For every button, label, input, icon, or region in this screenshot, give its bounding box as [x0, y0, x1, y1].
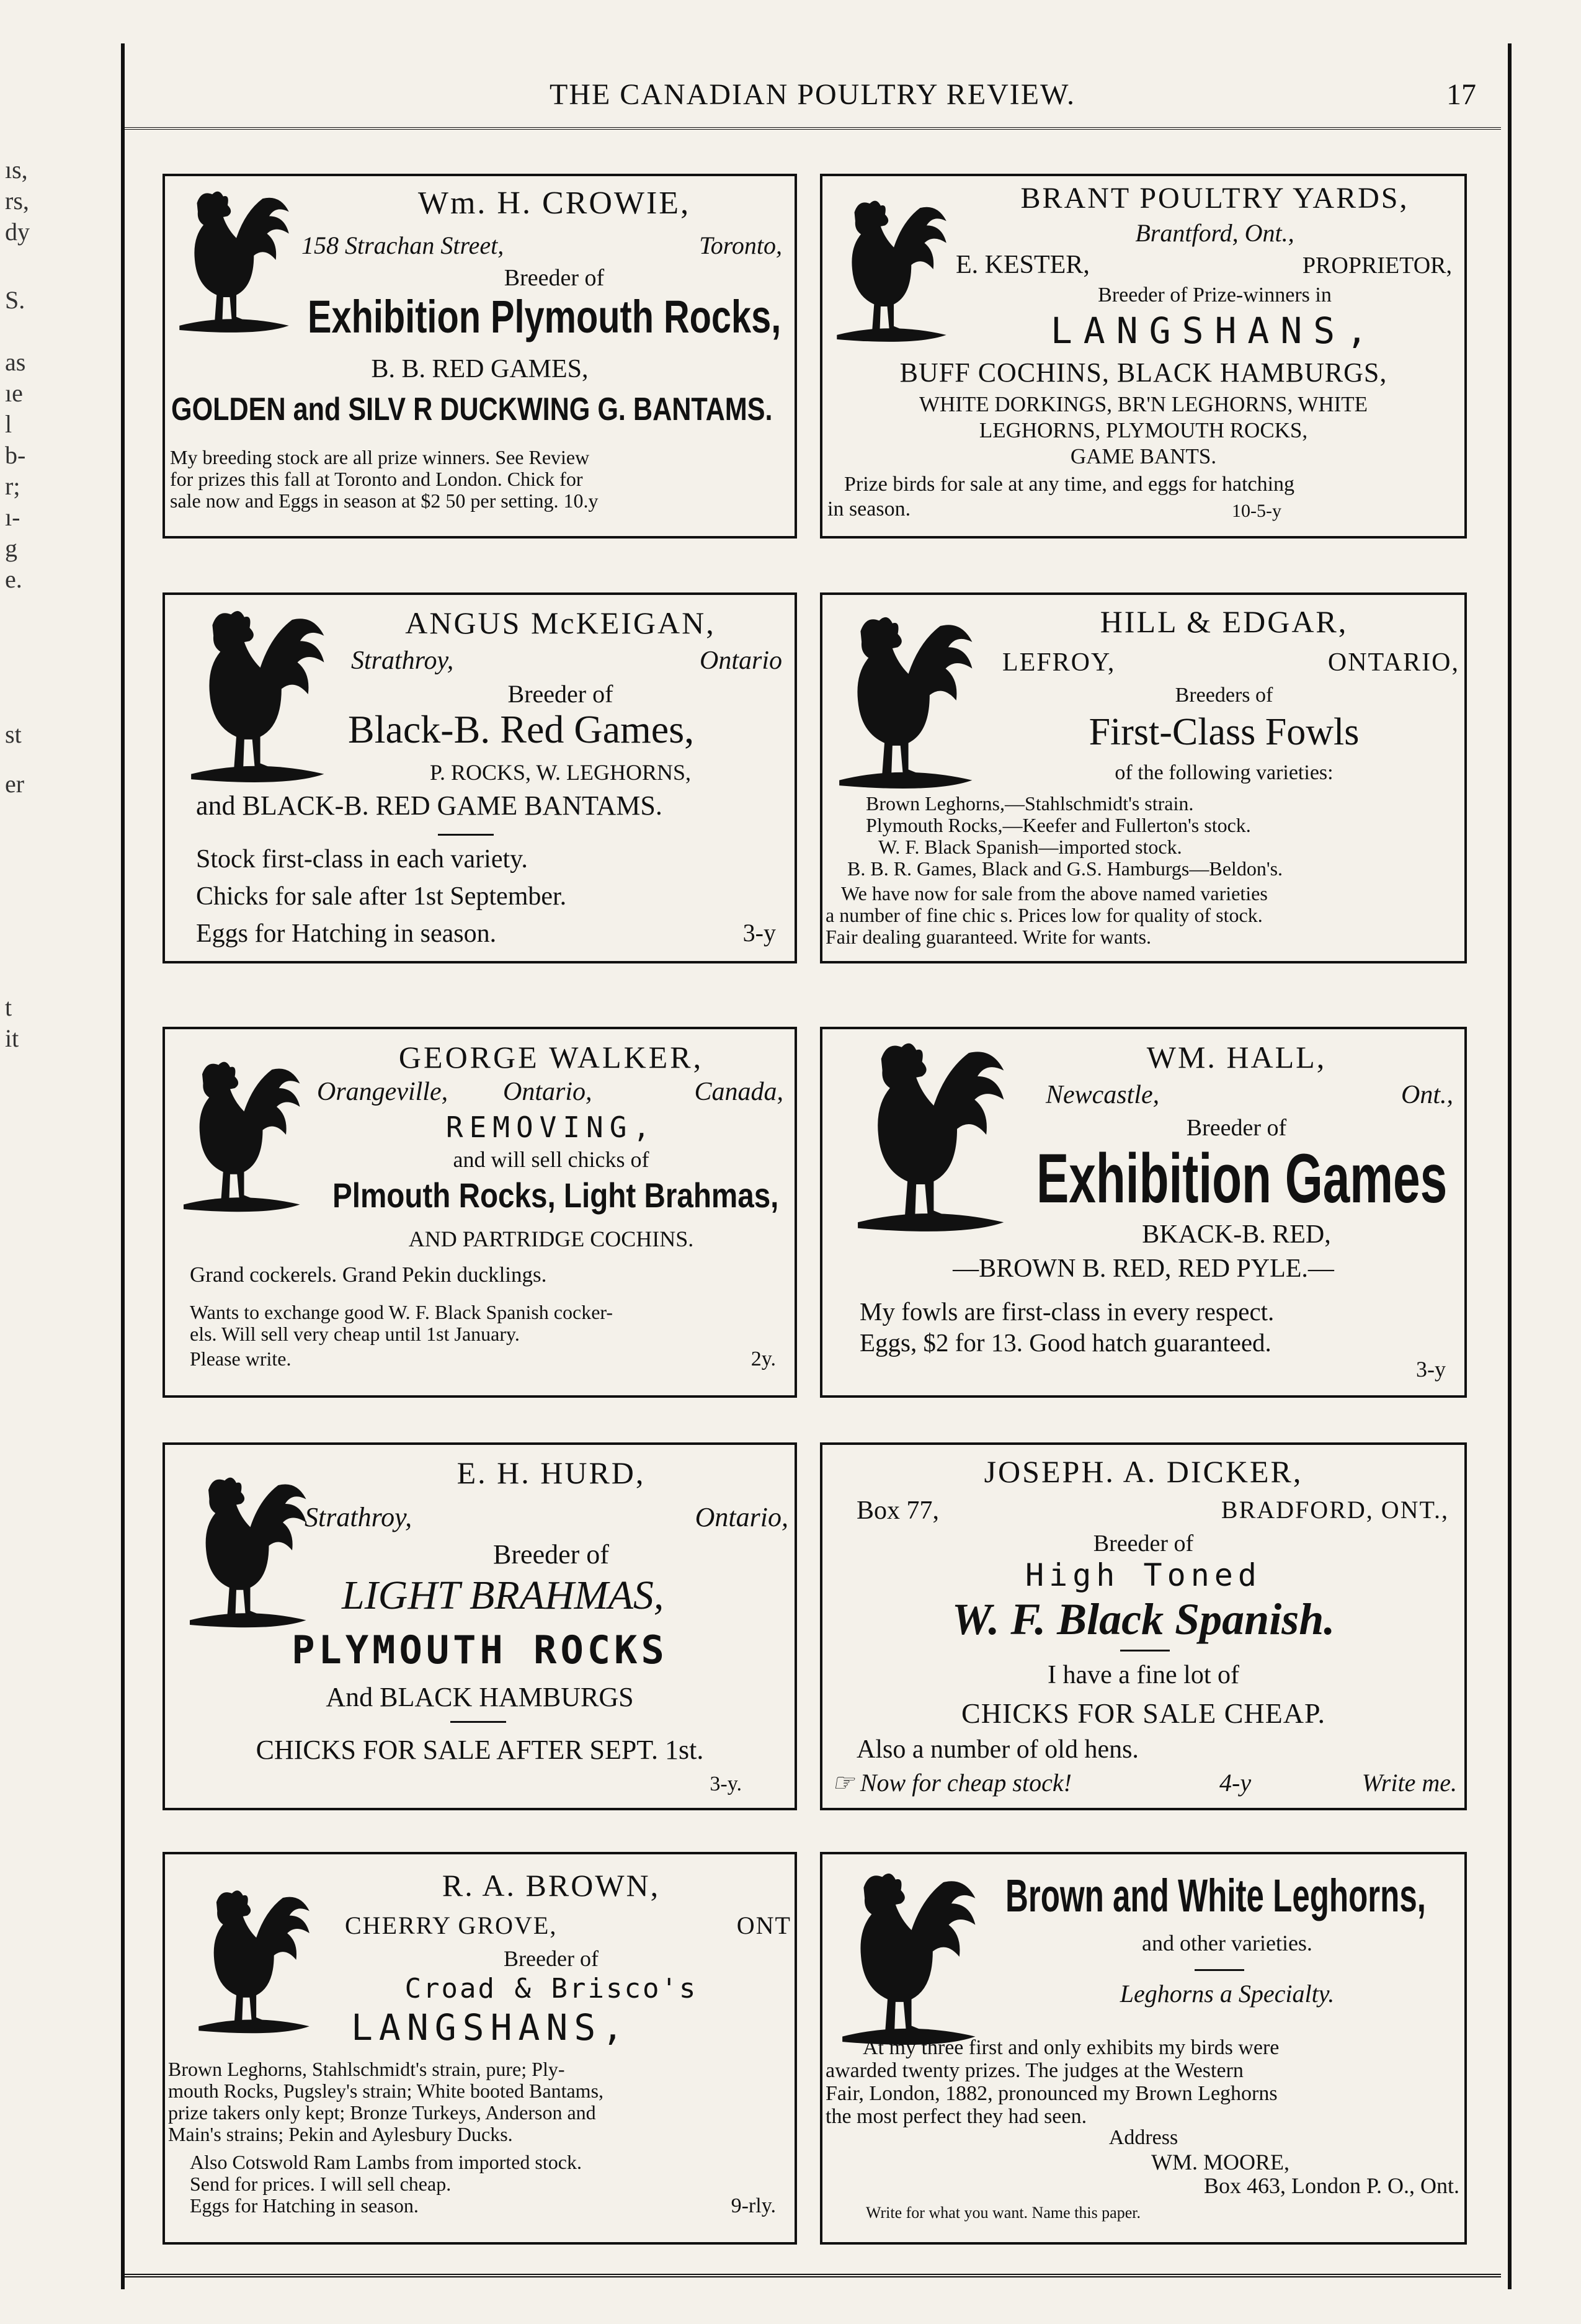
rooster-icon — [829, 607, 978, 793]
rooster-icon — [174, 1054, 305, 1215]
ad-text: Brown Leghorns, Stahlschmidt's strain, pure; Ply- — [168, 2058, 565, 2080]
province: ONT — [736, 1911, 791, 1939]
ad-text: My fowls are first-class in every respect. — [860, 1297, 1275, 1326]
ad-text: Eggs for Hatching in season. — [196, 919, 497, 948]
advertiser-name: WM. MOORE, — [1151, 2150, 1289, 2174]
ad-text: and will sell chicks of — [453, 1147, 649, 1172]
variety: —BROWN B. RED, RED PYLE.— — [953, 1254, 1334, 1283]
page-number: 17 — [1446, 78, 1476, 111]
headline: Black-B. Red Games, — [348, 707, 695, 751]
ad-angus-mckeigan — [163, 592, 797, 963]
bottom-rule — [124, 2274, 1501, 2277]
headline: LIGHT BRAHMAS, — [342, 1573, 664, 1618]
ad-text: Grand cockerels. Grand Pekin ducklings. — [190, 1263, 547, 1287]
address: 158 Strachan Street, — [301, 231, 504, 259]
advertiser-name: BRANT POULTRY YARDS, — [1020, 182, 1409, 215]
rooster-icon — [826, 1035, 1030, 1234]
ad-text: sale now and Eggs in season at $2 50 per setting. 10.y — [170, 489, 599, 512]
city: LEFROY, — [1002, 648, 1116, 677]
variety: PLYMOUTH ROCKS — [292, 1627, 668, 1673]
city: Strathroy, — [351, 646, 454, 675]
country: Canada, — [694, 1078, 783, 1106]
margin-fragment: st — [5, 720, 22, 748]
margin-fragment: as — [5, 348, 26, 376]
breeder-of: Breeder of — [507, 680, 613, 708]
variety: And BLACK HAMBURGS — [326, 1682, 634, 1712]
ad-code: 2y. — [750, 1347, 776, 1370]
ad-text: mouth Rocks, Pugsley's strain; White booted Bantams, — [168, 2080, 604, 2102]
province: Ont., — [1401, 1081, 1453, 1109]
headline: REMOVING, — [445, 1111, 657, 1144]
margin-fragment: ıs, — [5, 156, 28, 184]
headline: LANGSHANS, — [1050, 310, 1379, 352]
variety: LEGHORNS, PLYMOUTH ROCKS, — [979, 418, 1308, 442]
margin-fragment: b- — [5, 441, 26, 469]
margin-fragment: dy — [5, 218, 30, 246]
ad-text: els. Will sell very cheap until 1st January. — [190, 1323, 520, 1345]
variety: B. B. R. Games, Black and G.S. Hamburgs—Beldon's. — [847, 857, 1283, 880]
address-label: Address — [1108, 2126, 1178, 2149]
headline: First-Class Fowls — [1089, 711, 1360, 753]
ad-text: Main's strains; Pekin and Aylesbury Ducks. — [168, 2123, 513, 2145]
ad-text: Send for prices. I will sell cheap. — [190, 2173, 452, 2195]
adjacent-page-margin — [0, 0, 93, 2324]
city: Newcastle, — [1046, 1081, 1160, 1109]
ad-text: for prizes this fall at Toronto and London. Chick for — [170, 468, 583, 490]
city: Toronto, — [699, 231, 782, 259]
variety: BKACK-B. RED, — [1142, 1220, 1331, 1249]
margin-fragment: it — [5, 1024, 19, 1052]
city: CHERRY GROVE, — [345, 1911, 558, 1939]
rooster-icon — [827, 195, 951, 344]
rooster-icon — [180, 1470, 311, 1631]
ad-text: Please write. — [190, 1347, 292, 1370]
ad-text: the most perfect they had seen. — [826, 2105, 1087, 2128]
breeder-of: Breeder of — [1186, 1115, 1287, 1141]
ad-e-h-hurd — [163, 1442, 797, 1810]
headline: Brown and White Leghorns, — [1005, 1870, 1426, 1921]
ad-footer: Write for what you want. Name this paper. — [866, 2204, 1141, 2222]
headline: W. F. Black Spanish. — [951, 1594, 1335, 1644]
ad-text: Fair dealing guaranteed. Write for wants. — [826, 926, 1152, 948]
advertiser-name: Wm. H. CROWIE, — [417, 185, 691, 221]
breeder-of: Breeder of Prize-winners in — [1098, 284, 1332, 306]
ad-text: in season. — [827, 498, 911, 521]
ad-text: a number of fine chic s. Prices low for quality of stock. — [826, 904, 1263, 926]
city: Strathroy, — [305, 1502, 412, 1532]
province: Ontario, — [503, 1078, 592, 1106]
variety: Plymouth Rocks,—Keefer and Fullerton's stock. — [866, 814, 1251, 836]
advertiser-name: GEORGE WALKER, — [398, 1040, 704, 1075]
margin-fragment: rs, — [5, 187, 29, 215]
ad-text: I have a fine lot of — [1047, 1661, 1240, 1689]
advertiser-name: E. H. HURD, — [456, 1455, 646, 1490]
headline: LANGSHANS, — [351, 2006, 630, 2049]
margin-fragment: t — [5, 993, 12, 1021]
box-number: Box 77, — [857, 1496, 940, 1525]
province: Ontario — [699, 646, 782, 675]
ad-text: At my three first and only exhibits my birds were — [863, 2036, 1280, 2059]
ad-text: Wants to exchange good W. F. Black Spanish cocker- — [190, 1301, 613, 1323]
page-title: THE CANADIAN POULTRY REVIEW. — [550, 78, 1076, 111]
ad-text: Write me. — [1361, 1769, 1457, 1797]
ad-text: Chicks for sale after 1st September. — [196, 882, 567, 911]
advertiser-name: ANGUS McKEIGAN, — [405, 606, 716, 640]
margin-fragment: r; — [5, 472, 20, 500]
variety: BUFF COCHINS, BLACK HAMBURGS, — [899, 357, 1387, 388]
variety: WHITE DORKINGS, BR'N LEGHORNS, WHITE — [919, 392, 1368, 416]
margin-fragment: e. — [5, 565, 22, 593]
rooster-icon — [190, 1882, 314, 2037]
ad-text: We have now for sale from the above named varieties — [841, 882, 1268, 905]
ad-text: Fair, London, 1882, pronounced my Brown Leghorns — [826, 2082, 1278, 2105]
ad-wm-moore — [820, 1852, 1467, 2245]
ad-brant-poultry-yards — [820, 174, 1467, 539]
page-header — [124, 59, 1501, 130]
margin-fragment: g — [5, 534, 17, 562]
variety: Plmouth Rocks, Light Brahmas, — [332, 1176, 779, 1215]
variety: Brown Leghorns,—Stahlschmidt's strain. — [866, 792, 1194, 815]
province: Ontario, — [695, 1502, 788, 1532]
city: Orangeville, — [317, 1078, 448, 1106]
ad-text: CHICKS FOR SALE AFTER SEPT. 1st. — [256, 1735, 704, 1765]
variety: AND PARTRIDGE COCHINS. — [408, 1227, 694, 1251]
subheading: High Toned — [1025, 1557, 1262, 1593]
ad-code: 3-y — [1416, 1357, 1446, 1382]
headline: Exhibition Plymouth Rocks, — [308, 291, 782, 342]
ad-joseph-a-dicker — [820, 1442, 1467, 1810]
ad-text: Eggs for Hatching in season. — [190, 2194, 419, 2217]
margin-fragment: er — [5, 770, 25, 798]
ad-text: Also Cotswold Ram Lambs from imported stock. — [190, 2151, 582, 2173]
breeder-of: Breeder of — [493, 1539, 609, 1570]
ad-text: CHICKS FOR SALE CHEAP. — [961, 1697, 1325, 1729]
subheading: Croad & Brisco's — [404, 1973, 698, 2004]
subheading: of the following varieties: — [1115, 761, 1334, 784]
ad-code: 10-5-y — [1232, 501, 1281, 521]
advertiser-name: HILL & EDGAR, — [1100, 604, 1348, 639]
specialty: Leghorns a Specialty. — [1120, 1980, 1335, 2008]
variety: GAME BANTS. — [1070, 444, 1217, 468]
breeder-of: Breeder of — [1093, 1531, 1194, 1557]
divider — [438, 834, 494, 836]
rooster-icon — [832, 1864, 981, 2050]
ad-code: 4-y — [1219, 1769, 1252, 1797]
address: Box 463, London P. O., Ont. — [1203, 2173, 1459, 2198]
divider — [450, 1721, 506, 1723]
divider — [1195, 1969, 1244, 1971]
ad-text: awarded twenty prizes. The judges at the Western — [826, 2059, 1244, 2082]
advertiser-name: JOSEPH. A. DICKER, — [984, 1454, 1303, 1489]
headline: Exhibition Games — [1036, 1140, 1448, 1217]
breeder-of: Breeder of — [504, 1946, 599, 1971]
ad-text: Eggs, $2 for 13. Good hatch guaranteed. — [860, 1328, 1271, 1357]
ad-text: My breeding stock are all prize winners. See Review — [170, 446, 590, 468]
ad-text: prize takers only kept; Bronze Turkeys, Anderson and — [168, 2101, 596, 2124]
margin-fragment: l — [5, 410, 12, 438]
subheading: and other varieties. — [1142, 1931, 1312, 1955]
ad-wm-h-crowie — [163, 174, 797, 539]
ad-text: Stock first-class in each variety. — [196, 845, 528, 874]
ad-code: 3-y. — [710, 1772, 742, 1795]
ad-wm-hall — [820, 1027, 1467, 1398]
breeder-of: Breeders of — [1175, 684, 1273, 707]
proprietor-title: PROPRIETOR, — [1302, 253, 1452, 279]
rooster-icon — [180, 601, 329, 787]
variety: B. B. RED GAMES, — [371, 355, 589, 383]
variety: W. F. Black Spanish—imported stock. — [878, 836, 1182, 858]
variety: P. ROCKS, W. LEGHORNS, — [429, 760, 692, 785]
ad-text: ☞ Now for cheap stock! — [832, 1769, 1072, 1797]
rooster-icon — [170, 185, 294, 334]
divider — [1120, 1650, 1170, 1651]
margin-fragment: S. — [5, 286, 25, 314]
city: Brantford, Ont., — [1135, 219, 1294, 247]
ad-hill-and-edgar — [820, 592, 1467, 963]
ad-text: Prize birds for sale at any time, and eggs for hatching — [844, 473, 1295, 496]
ad-text: Also a number of old hens. — [857, 1735, 1139, 1764]
ad-code: 9-rly. — [731, 2194, 776, 2217]
ad-george-walker — [163, 1027, 797, 1398]
advertiser-name: WM. HALL, — [1146, 1040, 1327, 1075]
advertiser-name: R. A. BROWN, — [442, 1868, 661, 1903]
variety: and BLACK-B. RED GAME BANTAMS. — [196, 790, 662, 821]
city: BRADFORD, ONT., — [1221, 1496, 1449, 1524]
province: ONTARIO, — [1327, 648, 1459, 677]
margin-fragment: ıe — [5, 379, 23, 407]
ad-code: 3-y — [742, 919, 776, 947]
breeder-of: Breeder of — [504, 265, 605, 291]
ad-r-a-brown — [163, 1852, 797, 2245]
proprietor-name: E. KESTER, — [956, 251, 1090, 279]
variety-bantams: GOLDEN and SILV R DUCKWING G. BANTAMS. — [171, 391, 773, 427]
margin-fragment: ı- — [5, 503, 20, 531]
